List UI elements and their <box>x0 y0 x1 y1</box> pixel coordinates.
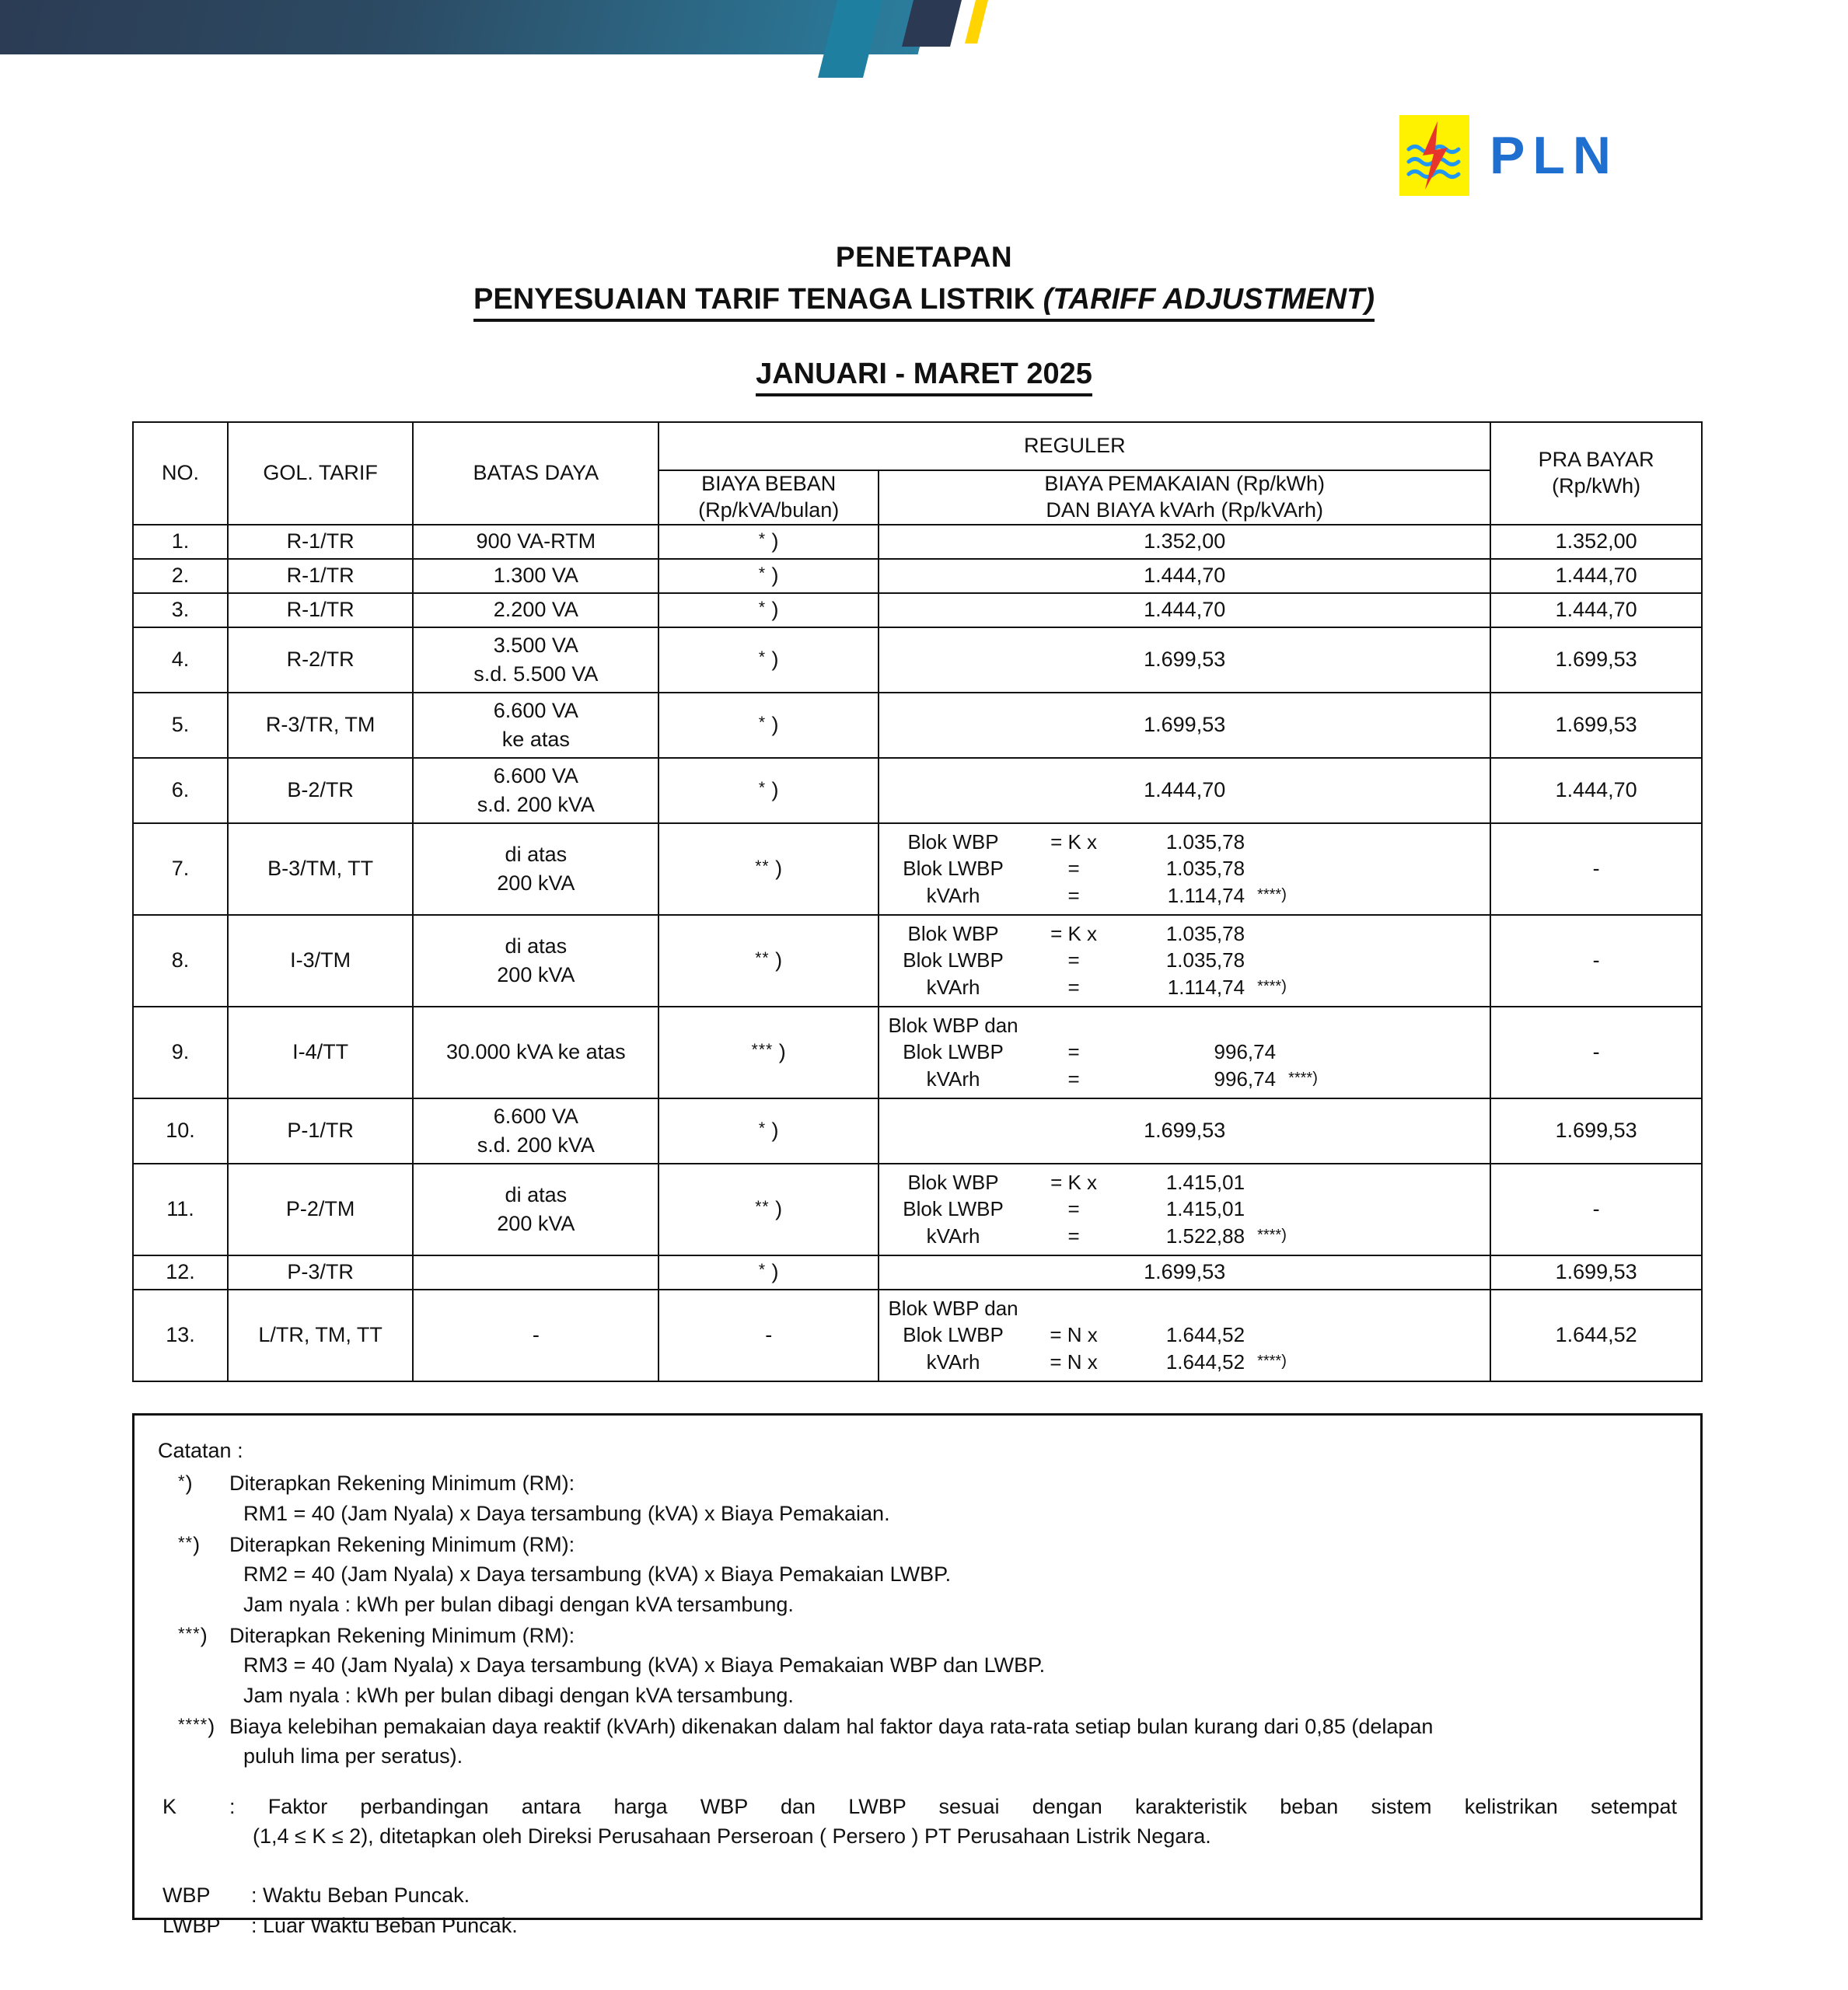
footnote-marker: ** <box>755 949 770 967</box>
block-value: 1.035,78 <box>1165 922 1245 946</box>
cell-batas-daya <box>413 559 659 593</box>
note-marker-stars: ** <box>178 1532 194 1552</box>
cell-pra-bayar: - <box>1490 823 1702 915</box>
notes-items <box>158 1468 1677 1771</box>
pemakaian-block-line <box>879 1012 1490 1039</box>
batas-daya-line2: 200 kVA <box>497 962 575 986</box>
cell-batas-daya <box>413 758 659 823</box>
batas-daya-line2: 200 kVA <box>497 1211 575 1235</box>
definition-line1: : Faktor perbandingan antara harga WBP dan LWBP sesuai dengan karakteristik beban sistem kelistrikan setempat <box>229 1794 1677 1818</box>
block-value: 1.114,74 <box>1167 883 1245 907</box>
block-label: Blok LWBP <box>903 1040 1004 1064</box>
cell-no: 8. <box>133 915 228 1007</box>
footnote-marker-paren: ) <box>778 1040 786 1063</box>
table-row <box>133 1098 1702 1164</box>
block-operator: = <box>1067 857 1080 881</box>
note-line: Biaya kelebihan pemakaian daya reaktif (kVArh) dikenakan dalam hal faktor daya rata-rata setiap bulan kurang dari 0,85 (delapan <box>229 1714 1434 1738</box>
table-row <box>133 525 1702 559</box>
note-marker-paren: ) <box>193 1532 201 1556</box>
footnote-marker: *** <box>751 1041 774 1059</box>
pln-logo <box>1399 115 1619 196</box>
cell-pra-bayar: 1.444,70 <box>1490 559 1702 593</box>
cell-batas-daya <box>413 593 659 627</box>
block-operator: = <box>1067 1067 1080 1091</box>
footnote-marker: ** <box>755 1198 770 1216</box>
note-body <box>229 1621 1677 1710</box>
note-line: puluh lima per seratus). <box>243 1744 463 1768</box>
cell-biaya-beban <box>659 1164 879 1255</box>
block-operator: = <box>1067 1040 1080 1064</box>
cell-batas-daya <box>413 915 659 1007</box>
cell-gol-tarif: P-2/TM <box>228 1164 413 1255</box>
block-value: 1.035,78 <box>1165 948 1245 972</box>
block-label: Blok WBP <box>907 922 999 946</box>
cell-pra-bayar: 1.352,00 <box>1490 525 1702 559</box>
note-item <box>158 1468 1677 1528</box>
note-body <box>229 1530 1677 1619</box>
cell-batas-daya <box>413 525 659 559</box>
block-value: 996,74 <box>1214 1067 1277 1091</box>
cell-biaya-beban <box>659 823 879 915</box>
abbreviation-value: : Luar Waktu Beban Puncak. <box>251 1913 518 1937</box>
footnote-marker-paren: ) <box>771 1119 779 1142</box>
block-value: 1.035,78 <box>1165 830 1245 854</box>
block-footnote-marker: ****) <box>1288 1069 1318 1087</box>
note-line: Diterapkan Rekening Minimum (RM): <box>229 1472 575 1496</box>
table-row <box>133 1164 1702 1255</box>
cell-biaya-pemakaian: 1.699,53 <box>879 627 1490 693</box>
th-biaya-pemakaian-line1: BIAYA PEMAKAIAN (Rp/kWh) <box>1044 472 1325 495</box>
pemakaian-block-line <box>879 1349 1490 1375</box>
footnote-marker: * <box>758 1261 767 1279</box>
cell-no: 11. <box>133 1164 228 1255</box>
batas-daya-line1: 6.600 VA <box>493 1105 578 1129</box>
block-label: kVArh <box>926 1224 980 1248</box>
th-biaya-pemakaian <box>879 470 1490 525</box>
footnote-marker: * <box>758 530 767 548</box>
cell-no: 4. <box>133 627 228 693</box>
cell-biaya-pemakaian <box>879 1164 1490 1255</box>
footnote-marker-paren: ) <box>771 529 779 553</box>
note-line: RM3 = 40 (Jam Nyala) x Daya tersambung (kVA) x Biaya Pemakaian WBP dan LWBP. <box>243 1653 1046 1678</box>
batas-daya-line1: di atas <box>505 843 568 867</box>
pemakaian-block-line <box>879 947 1490 973</box>
pemakaian-block-line <box>879 1223 1490 1249</box>
cell-no: 3. <box>133 593 228 627</box>
cell-biaya-beban <box>659 627 879 693</box>
table-row <box>133 1255 1702 1290</box>
footnote-marker-paren: ) <box>771 598 779 621</box>
table-row <box>133 915 1702 1007</box>
note-marker <box>158 1621 229 1650</box>
cell-gol-tarif: R-1/TR <box>228 559 413 593</box>
block-operator: = N x <box>1050 1323 1098 1347</box>
block-label: kVArh <box>926 883 980 907</box>
block-footnote-marker: ****) <box>1257 885 1287 903</box>
block-label: kVArh <box>926 975 980 999</box>
footnote-marker-paren: ) <box>771 648 779 671</box>
footnote-marker-paren: ) <box>771 564 779 587</box>
pemakaian-block-line <box>879 1196 1490 1222</box>
cell-biaya-beban <box>659 593 879 627</box>
abbreviation-row <box>158 1880 1677 1910</box>
cell-batas-daya <box>413 1164 659 1255</box>
cell-pra-bayar: - <box>1490 915 1702 1007</box>
cell-gol-tarif: B-2/TR <box>228 758 413 823</box>
pemakaian-block-line <box>879 1321 1490 1348</box>
cell-biaya-pemakaian: 1.444,70 <box>879 758 1490 823</box>
pln-wordmark: PLN <box>1490 126 1619 185</box>
block-value: 1.644,52 <box>1165 1323 1245 1347</box>
th-reguler: REGULER <box>659 422 1490 470</box>
pemakaian-block-line <box>879 1039 1490 1065</box>
abbreviation-key: WBP <box>162 1884 211 1908</box>
cell-batas-daya <box>413 693 659 758</box>
pemakaian-block-line <box>879 974 1490 1000</box>
th-biaya-pemakaian-line2: DAN BIAYA kVArh (Rp/kVArh) <box>1046 498 1323 522</box>
th-no: NO. <box>133 422 228 525</box>
note-marker <box>158 1530 229 1559</box>
definition-line2: (1,4 ≤ K ≤ 2), ditetapkan oleh Direksi Perusahaan Perseroan ( Persero ) PT Perusahaan Listrik Negara. <box>253 1824 1211 1848</box>
page-title-line2-plain: PENYESUAIAN TARIF TENAGA LISTRIK <box>473 283 1043 316</box>
cell-batas-daya <box>413 823 659 915</box>
cell-gol-tarif: B-3/TM, TT <box>228 823 413 915</box>
cell-biaya-pemakaian: 1.699,53 <box>879 1098 1490 1164</box>
block-operator: = K x <box>1050 1171 1098 1195</box>
abbreviation-key: LWBP <box>162 1913 221 1937</box>
cell-batas-daya <box>413 627 659 693</box>
cell-no: 12. <box>133 1255 228 1290</box>
block-operator: = K x <box>1050 922 1098 946</box>
note-line: Diterapkan Rekening Minimum (RM): <box>229 1623 575 1647</box>
cell-pra-bayar: 1.699,53 <box>1490 1255 1702 1290</box>
th-biaya-beban <box>659 470 879 525</box>
note-line: Diterapkan Rekening Minimum (RM): <box>229 1532 575 1556</box>
cell-gol-tarif: P-1/TR <box>228 1098 413 1164</box>
cell-biaya-pemakaian: 1.352,00 <box>879 525 1490 559</box>
pemakaian-block-line <box>879 1066 1490 1092</box>
th-pra-bayar-line1: PRA BAYAR <box>1538 448 1654 471</box>
page-title-line2 <box>473 283 1375 322</box>
cell-biaya-beban <box>659 693 879 758</box>
block-footnote-marker: ****) <box>1257 1352 1287 1370</box>
pemakaian-block-line <box>879 1295 1490 1321</box>
cell-no: 7. <box>133 823 228 915</box>
batas-daya-line1: 6.600 VA <box>493 764 578 788</box>
cell-biaya-beban <box>659 1007 879 1098</box>
cell-pra-bayar: - <box>1490 1007 1702 1098</box>
block-label: Blok WBP dan <box>888 1297 1018 1321</box>
footnote-marker: * <box>758 1119 767 1137</box>
note-item <box>158 1712 1677 1772</box>
th-gol-tarif: GOL. TARIF <box>228 422 413 525</box>
th-biaya-beban-line1: BIAYA BEBAN <box>701 472 837 495</box>
notes-box <box>132 1413 1703 1937</box>
cell-gol-tarif: R-3/TR, TM <box>228 693 413 758</box>
block-label: Blok LWBP <box>903 1197 1004 1221</box>
block-footnote-marker: ****) <box>1257 977 1287 995</box>
header-banner <box>0 0 1848 78</box>
cell-no: 13. <box>133 1290 228 1381</box>
block-value: 1.415,01 <box>1165 1197 1245 1221</box>
abbreviation-value: : Waktu Beban Puncak. <box>251 1884 470 1908</box>
pemakaian-block-line <box>879 1169 1490 1196</box>
block-operator: = <box>1067 975 1080 999</box>
footnote-marker: * <box>758 648 767 666</box>
block-operator: = <box>1067 883 1080 907</box>
note-line: Jam nyala : kWh per bulan dibagi dengan kVA tersambung. <box>243 1683 794 1707</box>
pemakaian-block-line <box>879 829 1490 855</box>
table-row <box>133 693 1702 758</box>
pemakaian-block-line <box>879 920 1490 947</box>
cell-biaya-pemakaian <box>879 823 1490 915</box>
footnote-marker-paren: ) <box>771 713 779 736</box>
note-marker-paren: ) <box>208 1714 215 1738</box>
cell-no: 5. <box>133 693 228 758</box>
cell-biaya-pemakaian: 1.444,70 <box>879 593 1490 627</box>
note-marker-paren: ) <box>200 1623 208 1647</box>
batas-daya-line1: 6.600 VA <box>493 699 578 723</box>
footnote-marker: * <box>758 564 767 582</box>
block-label: Blok LWBP <box>903 948 1004 972</box>
page-title-period: JANUARI - MARET 2025 <box>756 358 1092 396</box>
table-body <box>133 525 1702 1381</box>
pemakaian-block-line <box>879 882 1490 909</box>
note-definition-k <box>158 1792 1677 1852</box>
block-label: kVArh <box>926 1067 980 1091</box>
block-value: 1.114,74 <box>1167 975 1245 999</box>
cell-batas-daya <box>413 1290 659 1381</box>
cell-pra-bayar: 1.699,53 <box>1490 627 1702 693</box>
note-item <box>158 1530 1677 1619</box>
batas-daya-line1: 3.500 VA <box>493 634 578 658</box>
footnote-marker-paren: ) <box>775 1197 783 1220</box>
cell-biaya-beban <box>659 525 879 559</box>
block-operator: = <box>1067 1197 1080 1221</box>
cell-biaya-beban: - <box>659 1290 879 1381</box>
page-title-line2-italic: (TARIFF ADJUSTMENT) <box>1043 283 1375 316</box>
note-marker-stars: **** <box>178 1714 208 1734</box>
document-titles <box>0 241 1848 396</box>
note-marker <box>158 1468 229 1498</box>
definition-value <box>229 1792 1677 1852</box>
footnote-marker-paren: ) <box>771 1260 779 1283</box>
batas-daya-line2: s.d. 200 kVA <box>477 1133 595 1157</box>
table-row <box>133 1290 1702 1381</box>
block-value: 1.644,52 <box>1165 1349 1245 1374</box>
note-item <box>158 1621 1677 1710</box>
block-operator: = N x <box>1050 1349 1098 1374</box>
cell-biaya-pemakaian <box>879 915 1490 1007</box>
tariff-table <box>132 421 1703 1382</box>
batas-daya-line1: 1.300 VA <box>493 564 578 588</box>
block-value: 1.522,88 <box>1165 1224 1245 1248</box>
footnote-marker-paren: ) <box>775 948 783 972</box>
abbreviation-row <box>158 1911 1677 1940</box>
cell-batas-daya <box>413 1098 659 1164</box>
cell-no: 1. <box>133 525 228 559</box>
definition-key: K <box>162 1794 177 1818</box>
notes-title: Catatan : <box>158 1439 243 1462</box>
note-marker-stars: * <box>178 1472 186 1492</box>
cell-no: 9. <box>133 1007 228 1098</box>
batas-daya-line2: 200 kVA <box>497 871 575 895</box>
batas-daya-line1: di atas <box>505 1183 568 1207</box>
th-batas-daya: BATAS DAYA <box>413 422 659 525</box>
cell-biaya-pemakaian <box>879 1007 1490 1098</box>
table-row <box>133 823 1702 915</box>
cell-biaya-beban <box>659 1255 879 1290</box>
cell-pra-bayar: 1.699,53 <box>1490 1098 1702 1164</box>
footnote-marker-paren: ) <box>771 778 779 801</box>
table-row <box>133 627 1702 693</box>
cell-pra-bayar: 1.699,53 <box>1490 693 1702 758</box>
block-footnote-marker: ****) <box>1257 1226 1287 1244</box>
cell-biaya-pemakaian: 1.444,70 <box>879 559 1490 593</box>
th-biaya-beban-line2: (Rp/kVA/bulan) <box>698 498 840 522</box>
footnote-marker: * <box>758 714 767 731</box>
block-operator: = K x <box>1050 830 1098 854</box>
batas-daya-line2: ke atas <box>501 727 570 751</box>
block-label: Blok WBP <box>907 1171 999 1195</box>
cell-biaya-beban <box>659 559 879 593</box>
abbreviations <box>158 1880 1677 1940</box>
note-marker-paren: ) <box>185 1472 193 1496</box>
cell-gol-tarif: I-3/TM <box>228 915 413 1007</box>
cell-pra-bayar: 1.644,52 <box>1490 1290 1702 1381</box>
table-row <box>133 758 1702 823</box>
block-label: Blok LWBP <box>903 1323 1004 1347</box>
block-label: Blok WBP dan <box>888 1014 1018 1038</box>
batas-daya-line1: 900 VA-RTM <box>476 529 596 553</box>
note-marker-stars: *** <box>178 1623 201 1643</box>
th-pra-bayar-line2: (Rp/kWh) <box>1552 473 1641 498</box>
block-value: 1.035,78 <box>1165 857 1245 881</box>
pemakaian-block-line <box>879 855 1490 882</box>
block-value: 996,74 <box>1214 1040 1277 1064</box>
cell-pra-bayar: - <box>1490 1164 1702 1255</box>
table-row <box>133 593 1702 627</box>
cell-no: 6. <box>133 758 228 823</box>
block-operator: = <box>1067 1224 1080 1248</box>
cell-no: 10. <box>133 1098 228 1164</box>
cell-batas-daya <box>413 1255 659 1290</box>
note-line: Jam nyala : kWh per bulan dibagi dengan kVA tersambung. <box>243 1592 794 1616</box>
batas-daya-line1: - <box>532 1323 540 1347</box>
banner-stripe-dark <box>0 0 933 54</box>
table-header-row-top <box>133 422 1702 470</box>
cell-gol-tarif: R-1/TR <box>228 593 413 627</box>
cell-biaya-beban <box>659 1098 879 1164</box>
cell-gol-tarif: I-4/TT <box>228 1007 413 1098</box>
cell-biaya-pemakaian <box>879 1290 1490 1381</box>
th-pra-bayar <box>1490 422 1702 525</box>
footnote-marker-paren: ) <box>775 857 783 880</box>
banner-stripe-teal <box>817 0 885 78</box>
note-body <box>229 1468 1677 1528</box>
cell-gol-tarif: L/TR, TM, TT <box>228 1290 413 1381</box>
block-operator: = <box>1067 948 1080 972</box>
cell-pra-bayar: 1.444,70 <box>1490 758 1702 823</box>
cell-batas-daya <box>413 1007 659 1098</box>
block-label: Blok WBP <box>907 830 999 854</box>
banner-stripe-yellow <box>965 0 990 44</box>
batas-daya-line2: s.d. 5.500 VA <box>473 662 599 686</box>
cell-no: 2. <box>133 559 228 593</box>
footnote-marker: * <box>758 779 767 797</box>
table-head <box>133 422 1702 525</box>
note-line: RM2 = 40 (Jam Nyala) x Daya tersambung (kVA) x Biaya Pemakaian LWBP. <box>243 1562 952 1587</box>
footnote-marker: * <box>758 599 767 616</box>
block-label: kVArh <box>926 1349 980 1374</box>
table-row <box>133 1007 1702 1098</box>
batas-daya-line1: 30.000 kVA ke atas <box>445 1040 626 1064</box>
cell-biaya-beban <box>659 758 879 823</box>
note-marker <box>158 1712 229 1741</box>
block-value: 1.415,01 <box>1165 1171 1245 1195</box>
cell-biaya-pemakaian: 1.699,53 <box>879 693 1490 758</box>
cell-gol-tarif: R-2/TR <box>228 627 413 693</box>
cell-biaya-pemakaian: 1.699,53 <box>879 1255 1490 1290</box>
note-line: RM1 = 40 (Jam Nyala) x Daya tersambung (kVA) x Biaya Pemakaian. <box>243 1501 890 1525</box>
table-row <box>133 559 1702 593</box>
pln-lightning-icon <box>1399 115 1469 196</box>
note-body <box>229 1712 1677 1772</box>
footnote-marker: ** <box>755 857 770 875</box>
batas-daya-line2: s.d. 200 kVA <box>477 792 595 816</box>
cell-pra-bayar: 1.444,70 <box>1490 593 1702 627</box>
cell-gol-tarif: P-3/TR <box>228 1255 413 1290</box>
cell-biaya-beban <box>659 915 879 1007</box>
batas-daya-line1: di atas <box>505 934 568 958</box>
page-title-line1: PENETAPAN <box>835 241 1013 273</box>
batas-daya-line1: 2.200 VA <box>493 598 578 622</box>
banner-stripe-navy <box>902 0 964 47</box>
cell-gol-tarif: R-1/TR <box>228 525 413 559</box>
block-label: Blok LWBP <box>903 857 1004 881</box>
